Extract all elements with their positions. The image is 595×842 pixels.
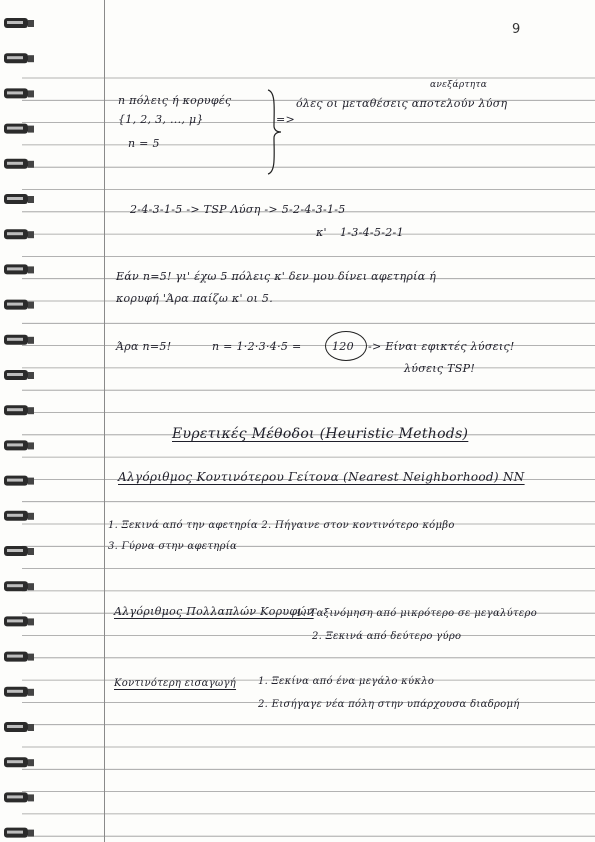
cities-set-line: {1, 2, 3, ..., μ} xyxy=(118,113,204,126)
spiral-binding xyxy=(0,0,40,842)
page-number: 9 xyxy=(512,22,521,37)
spiral-ring xyxy=(4,722,34,732)
n-value-line: n = 5 xyxy=(128,137,160,150)
nn-title: Αλγόριθμος Κοντινότερου Γείτονα (Nearest Neighborhood) NN xyxy=(118,470,525,484)
spiral-ring xyxy=(4,687,34,697)
spiral-ring xyxy=(4,229,34,239)
factorial-conclusion-1: -> Είναι εφικτές λύσεις! xyxy=(368,340,515,353)
nn-step-2: 3. Γύρνα στην αφετηρία xyxy=(108,541,238,552)
multi-step-1: 1. Ταξινόμηση από μικρότερο σε μεγαλύτερο xyxy=(296,608,538,619)
insertion-step-1: 1. Ξεκίνα από ένα μεγάλο κύκλο xyxy=(258,676,435,687)
spiral-ring xyxy=(4,440,34,450)
spiral-ring xyxy=(4,335,34,345)
insertion-title: Κοντινότερη εισαγωγή xyxy=(114,678,237,689)
factorial-conclusion-2: λύσεις TSP! xyxy=(404,362,476,375)
factorial-prefix: Άρα n=5! xyxy=(116,340,172,353)
factorial-calc: n = 1·2·3·4·5 = xyxy=(212,340,302,353)
curly-brace xyxy=(262,88,284,176)
multi-step-2: 2. Ξεκινά από δεύτερο γύρο xyxy=(312,631,462,642)
n5-explanation-line-2: κορυφή 'Άρα παίζω κ' οι 5. xyxy=(116,292,273,305)
permutations-note: όλες οι μεταθέσεις αποτελούν λύση xyxy=(296,97,508,110)
spiral-ring xyxy=(4,476,34,486)
spiral-ring xyxy=(4,370,34,380)
spiral-ring xyxy=(4,300,34,310)
cities-given-line: n πόλεις ή κορυφές xyxy=(118,94,232,107)
spiral-ring xyxy=(4,581,34,591)
tsp-example-line: 2-4-3-1-5 -> TSP Λύση -> 5-2-4-3-1-5 xyxy=(130,203,346,216)
spiral-ring xyxy=(4,616,34,626)
spiral-ring xyxy=(4,652,34,662)
spiral-ring xyxy=(4,792,34,802)
tsp-alternative-mark: κ' xyxy=(316,226,327,239)
implies-arrow: => xyxy=(276,113,296,126)
spiral-ring xyxy=(4,546,34,556)
spiral-ring xyxy=(4,159,34,169)
spiral-ring xyxy=(4,194,34,204)
margin-line xyxy=(104,0,105,842)
spiral-ring xyxy=(4,757,34,767)
spiral-ring xyxy=(4,405,34,415)
spiral-ring xyxy=(4,18,34,28)
spiral-ring xyxy=(4,511,34,521)
heuristic-title: Ευρετικές Μέθοδοι (Heuristic Methods) xyxy=(172,426,469,442)
spiral-ring xyxy=(4,88,34,98)
tsp-alternative-line: 1-3-4-5-2-1 xyxy=(340,226,404,239)
spiral-ring xyxy=(4,828,34,838)
nn-step-1: 1. Ξεκινά από την αφετηρία 2. Πήγαινε στον κοντινότερο κόμβο xyxy=(108,520,455,531)
multi-title: Αλγόριθμος Πολλαπλών Κορυφών xyxy=(114,605,314,618)
spiral-ring xyxy=(4,264,34,274)
spiral-ring xyxy=(4,53,34,63)
note-word-above: ανεξάρτητα xyxy=(430,80,488,90)
insertion-step-2: 2. Εισήγαγε νέα πόλη στην υπάρχουσα διαδρομή xyxy=(258,699,520,710)
factorial-result: 120 xyxy=(332,340,354,353)
n5-explanation-line-1: Εάν n=5! γι' έχω 5 πόλεις κ' δεν μου δίνει αφετηρία ή xyxy=(116,270,437,283)
spiral-ring xyxy=(4,124,34,134)
